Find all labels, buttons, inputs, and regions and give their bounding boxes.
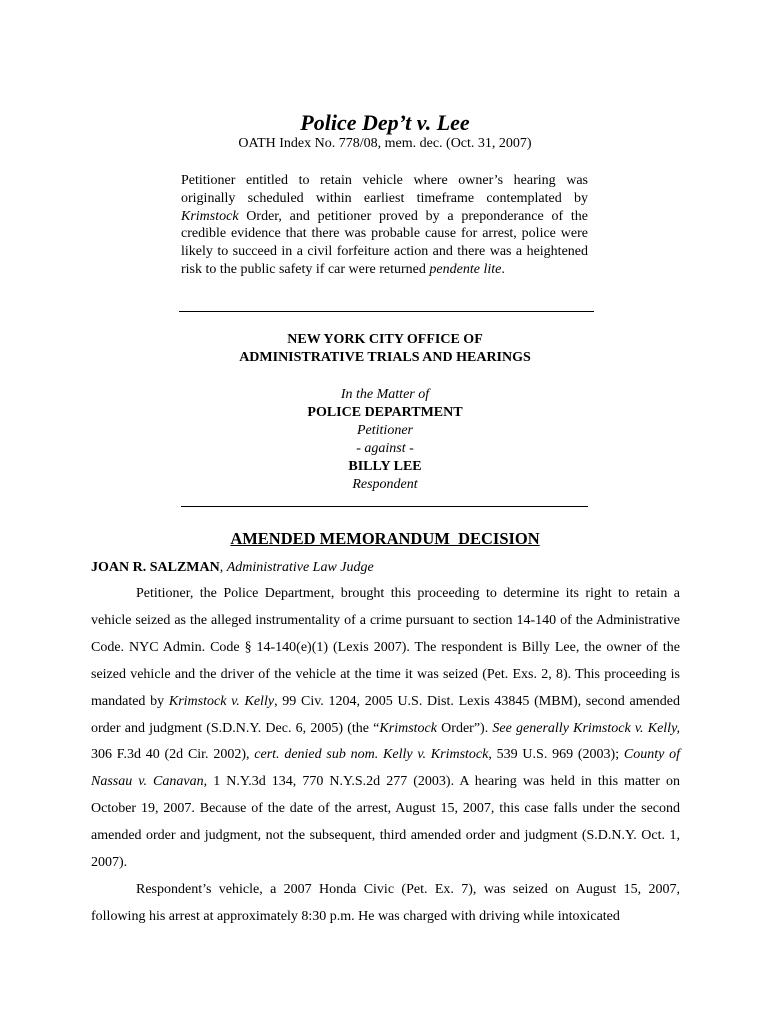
office-line-2: ADMINISTRATIVE TRIALS AND HEARINGS	[239, 350, 531, 365]
judge-comma: ,	[219, 560, 227, 575]
caption-in-the-matter: In the Matter of	[340, 387, 430, 402]
caption-against: - against -	[356, 441, 414, 456]
p1-text-k: , 1 N.Y.3d 134, 770 N.Y.S.2d 277 (2003). A hearing was held in this matter on October 19, 2007. Because of the date of the arrest, August 15, 2007, this case falls under the second amended order and judgment, not the subsequent, third amended order and judgment (S.D.N.Y. Oct. 1, 2007).	[91, 774, 680, 871]
headnote-krimstock: Krimstock	[181, 208, 239, 224]
p1-text-g: 306 F.3d 40 (2d Cir. 2002),	[91, 747, 255, 763]
headnote-text-1: Petitioner entitled to retain vehicle where owner’s hearing was originally scheduled within earliest timeframe contemplated by	[181, 173, 588, 206]
divider-bottom	[181, 506, 588, 507]
caption-respondent-name: BILLY LEE	[348, 459, 422, 474]
caption-respondent-role: Respondent	[352, 477, 418, 492]
case-title: Police Dep’t v. Lee	[300, 110, 470, 135]
office-line-1: NEW YORK CITY OFFICE OF	[287, 332, 483, 347]
headnote-end: .	[501, 261, 505, 277]
p1-text-i: , 539 U.S. 969 (2003);	[488, 747, 624, 763]
p1-krimstock: Krimstock	[379, 720, 437, 736]
p1-text-a: Petitioner, the Police Department, brought this proceeding to determine its right to retain a vehicle seized as the alleged instrumentality of a crime pursuant to section 14-140 of the Administrative Code. NYC Admin. Code § 14-140(e)(1) (Lexis 2007). The respondent is Billy Lee, the owner of the seized vehicle and the driver of the vehicle at the time it was seized (Pet. Exs. 2, 8). This proceeding is mandated by	[91, 586, 680, 709]
judge-name: JOAN R. SALZMAN	[91, 560, 220, 575]
caption-petitioner-role: Petitioner	[357, 423, 413, 438]
p1-cert-denied: cert. denied sub nom. Kelly v. Krimstock	[254, 747, 489, 763]
p1-nassau: County of Nassau v. Canavan	[91, 747, 680, 790]
office-heading	[0, 331, 770, 367]
case-citation: OATH Index No. 778/08, mem. dec. (Oct. 31, 2007)	[238, 136, 532, 151]
headnote-text-2: Order, and petitioner proved by a preponderance of the credible evidence that there was probable cause for arrest, police were likely to succeed in a civil forfeiture action and there was a heightened risk to the public safety if car were returned	[181, 208, 588, 277]
paragraph-1	[91, 581, 680, 877]
headnote	[181, 172, 588, 279]
paragraph-2: Respondent’s vehicle, a 2007 Honda Civic (Pet. Ex. 7), was seized on August 15, 2007, following his arrest at approximately 8:30 p.m. He was charged with driving while intoxicated	[91, 881, 680, 924]
decision-title: AMENDED MEMORANDUM DECISION	[230, 529, 540, 548]
p1-text-c: , 99 Civ. 1204, 2005 U.S. Dist. Lexis 43845 (MBM), second amended order and judgment (S.D.N.Y. Dec. 6, 2005) (the “	[91, 693, 681, 736]
p1-see-generally: See generally Krimstock v. Kelly,	[492, 720, 681, 736]
decision-body	[91, 581, 680, 931]
case-caption	[0, 386, 770, 494]
judge-title: Administrative Law Judge	[226, 560, 374, 575]
judge-line	[91, 559, 691, 577]
p1-cite-krimstock: Krimstock v. Kelly	[168, 693, 275, 709]
divider-top	[179, 311, 594, 312]
p1-text-e: Order”).	[436, 720, 493, 736]
caption-petitioner-name: POLICE DEPARTMENT	[307, 405, 463, 420]
headnote-pendente-lite: pendente lite	[429, 261, 502, 277]
